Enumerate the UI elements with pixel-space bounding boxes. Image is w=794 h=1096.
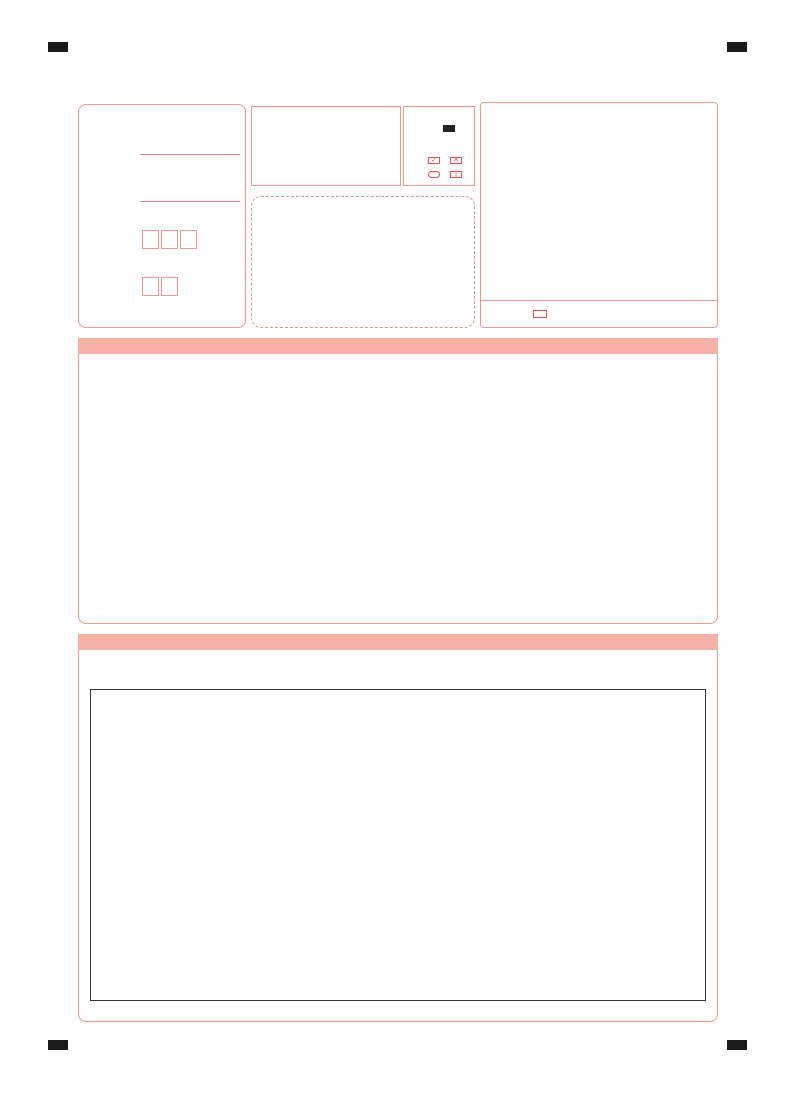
answer-frame: [90, 689, 706, 1001]
corner-mark-bottom-right: [727, 1040, 747, 1050]
admission-number-box: [480, 102, 718, 328]
correct-fill-sample: [443, 125, 455, 132]
wrong-fill-cross-sample: ✕: [450, 157, 462, 164]
section3-header-band: [78, 634, 718, 650]
wrong-fill-check-sample: ✓: [428, 157, 440, 164]
absent-divider: [480, 300, 718, 301]
barcode-area: [251, 196, 475, 328]
seat-box[interactable]: [161, 277, 178, 296]
wrong-fill-circle-sample: [428, 171, 440, 178]
corner-mark-bottom-left: [48, 1040, 68, 1050]
notice-box: [251, 106, 401, 186]
seat-box[interactable]: [142, 277, 159, 296]
corner-mark-top-right: [727, 42, 747, 52]
name-field[interactable]: [140, 201, 240, 202]
wrong-fill-line-sample: |: [450, 171, 462, 178]
exam-room-box[interactable]: [180, 230, 197, 249]
exam-room-box[interactable]: [161, 230, 178, 249]
corner-mark-top-left: [48, 42, 68, 52]
mc-section-box: [78, 354, 718, 624]
exam-room-box[interactable]: [142, 230, 159, 249]
mc-header-band: [78, 338, 718, 354]
class-field[interactable]: [140, 154, 240, 155]
absent-mark-box[interactable]: [533, 310, 547, 318]
